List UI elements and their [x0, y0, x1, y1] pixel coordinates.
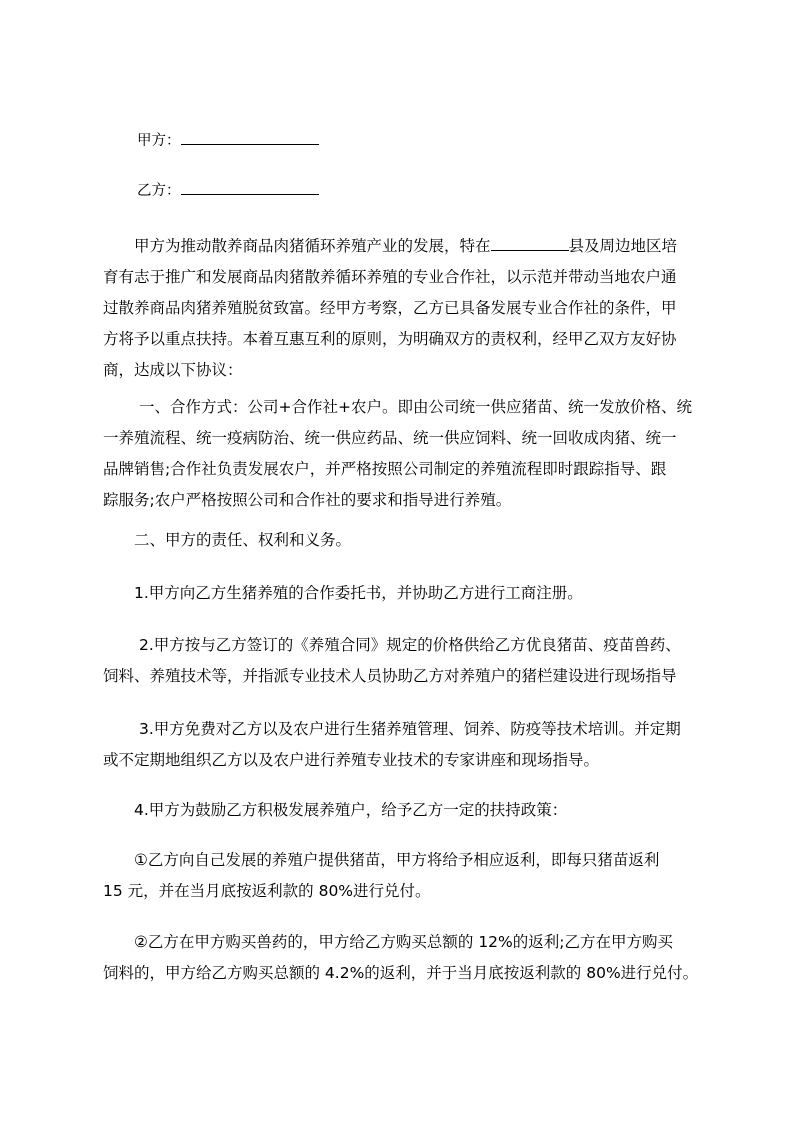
party-a-line	[137, 126, 537, 157]
party-b-label: 乙方：	[137, 183, 181, 199]
item-3-line-1: 3.甲方免费对乙方以及农户进行生猪养殖管理、饲养、防疫等技术培训。并定期	[139, 720, 681, 738]
item-1-paragraph	[103, 578, 703, 609]
item-4-line: 4.甲方为鼓励乙方积极发展养殖户，给予乙方一定的扶持政策：	[134, 801, 568, 819]
party-b-line	[137, 176, 537, 207]
intro-line-5: 商，达成以下协议：	[103, 361, 243, 379]
county-blank	[491, 249, 569, 251]
sub-item-1-line-2: 15 元，并在当月底按返利款的 80%进行兑付。	[103, 882, 431, 900]
sub-item-1-line-1: ①乙方向自己发展的养殖户提供猪苗，甲方将给予相应返利，即每只猪苗返利	[134, 851, 660, 869]
party-a-label: 甲方：	[137, 133, 181, 149]
item-2-line-2: 饲料、养殖技术等，并指派专业技术人员协助乙方对养殖户的猪栏建设进行现场指导	[103, 667, 677, 685]
section-1-paragraph	[103, 392, 703, 516]
item-2-line-1: 2.甲方按与乙方签订的《养殖合同》规定的价格供给乙方优良猪苗、疫苗兽药、	[139, 636, 681, 654]
item-3-line-2: 或不定期地组织乙方以及农户进行养殖专业技术的专家讲座和现场指导。	[103, 751, 600, 769]
intro-line-1a: 甲方为推动散养商品肉猪循环养殖产业的发展，特在	[134, 237, 491, 255]
intro-paragraph	[103, 231, 703, 386]
sub-item-1-paragraph	[103, 845, 703, 907]
intro-line-4: 方将予以重点扶持。本着互惠互利的原则，为明确双方的责权利，经甲乙双方友好协	[103, 330, 677, 348]
sub-item-2-line-1: ②乙方在甲方购买兽药的，甲方给乙方购买总额的 12%的返利;乙方在甲方购买	[134, 933, 673, 951]
item-1-line: 1.甲方向乙方生猪养殖的合作委托书，并协助乙方进行工商注册。	[134, 584, 583, 602]
sub-item-2-paragraph	[103, 927, 703, 989]
section-1-line-3: 品牌销售;合作社负责发展农户，并严格按照公司制定的养殖流程即时跟踪指导、跟	[103, 460, 667, 478]
section-1-line-2: 一养殖流程、统一疫病防治、统一供应药品、统一供应饲料、统一回收成肉猪、统一	[103, 429, 677, 447]
section-1-line-4: 踪服务;农户严格按照公司和合作社的要求和指导进行养殖。	[103, 491, 512, 509]
intro-line-3: 过散养商品肉猪养殖脱贫致富。经甲方考察，乙方已具备发展专业合作社的条件，甲	[103, 299, 677, 317]
party-b-blank	[181, 193, 319, 195]
item-2-paragraph	[103, 630, 703, 692]
section-2-title: 二、甲方的责任、权利和义务。	[134, 531, 352, 549]
section-1-line-1: 一、合作方式：公司+合作社+农户。即由公司统一供应猪苗、统一发放价格、统	[139, 398, 692, 416]
intro-line-2: 育有志于推广和发展商品肉猪散养循环养殖的专业合作社，以示范并带动当地农户通	[103, 268, 677, 286]
intro-line-1b: 县及周边地区培	[568, 237, 678, 255]
party-a-blank	[181, 143, 319, 145]
item-4-paragraph	[103, 795, 703, 826]
sub-item-2-line-2: 饲料的，甲方给乙方购买总额的 4.2%的返利，并于当月底按返利款的 80%进行兑付。	[103, 964, 699, 982]
item-3-paragraph	[103, 714, 703, 776]
